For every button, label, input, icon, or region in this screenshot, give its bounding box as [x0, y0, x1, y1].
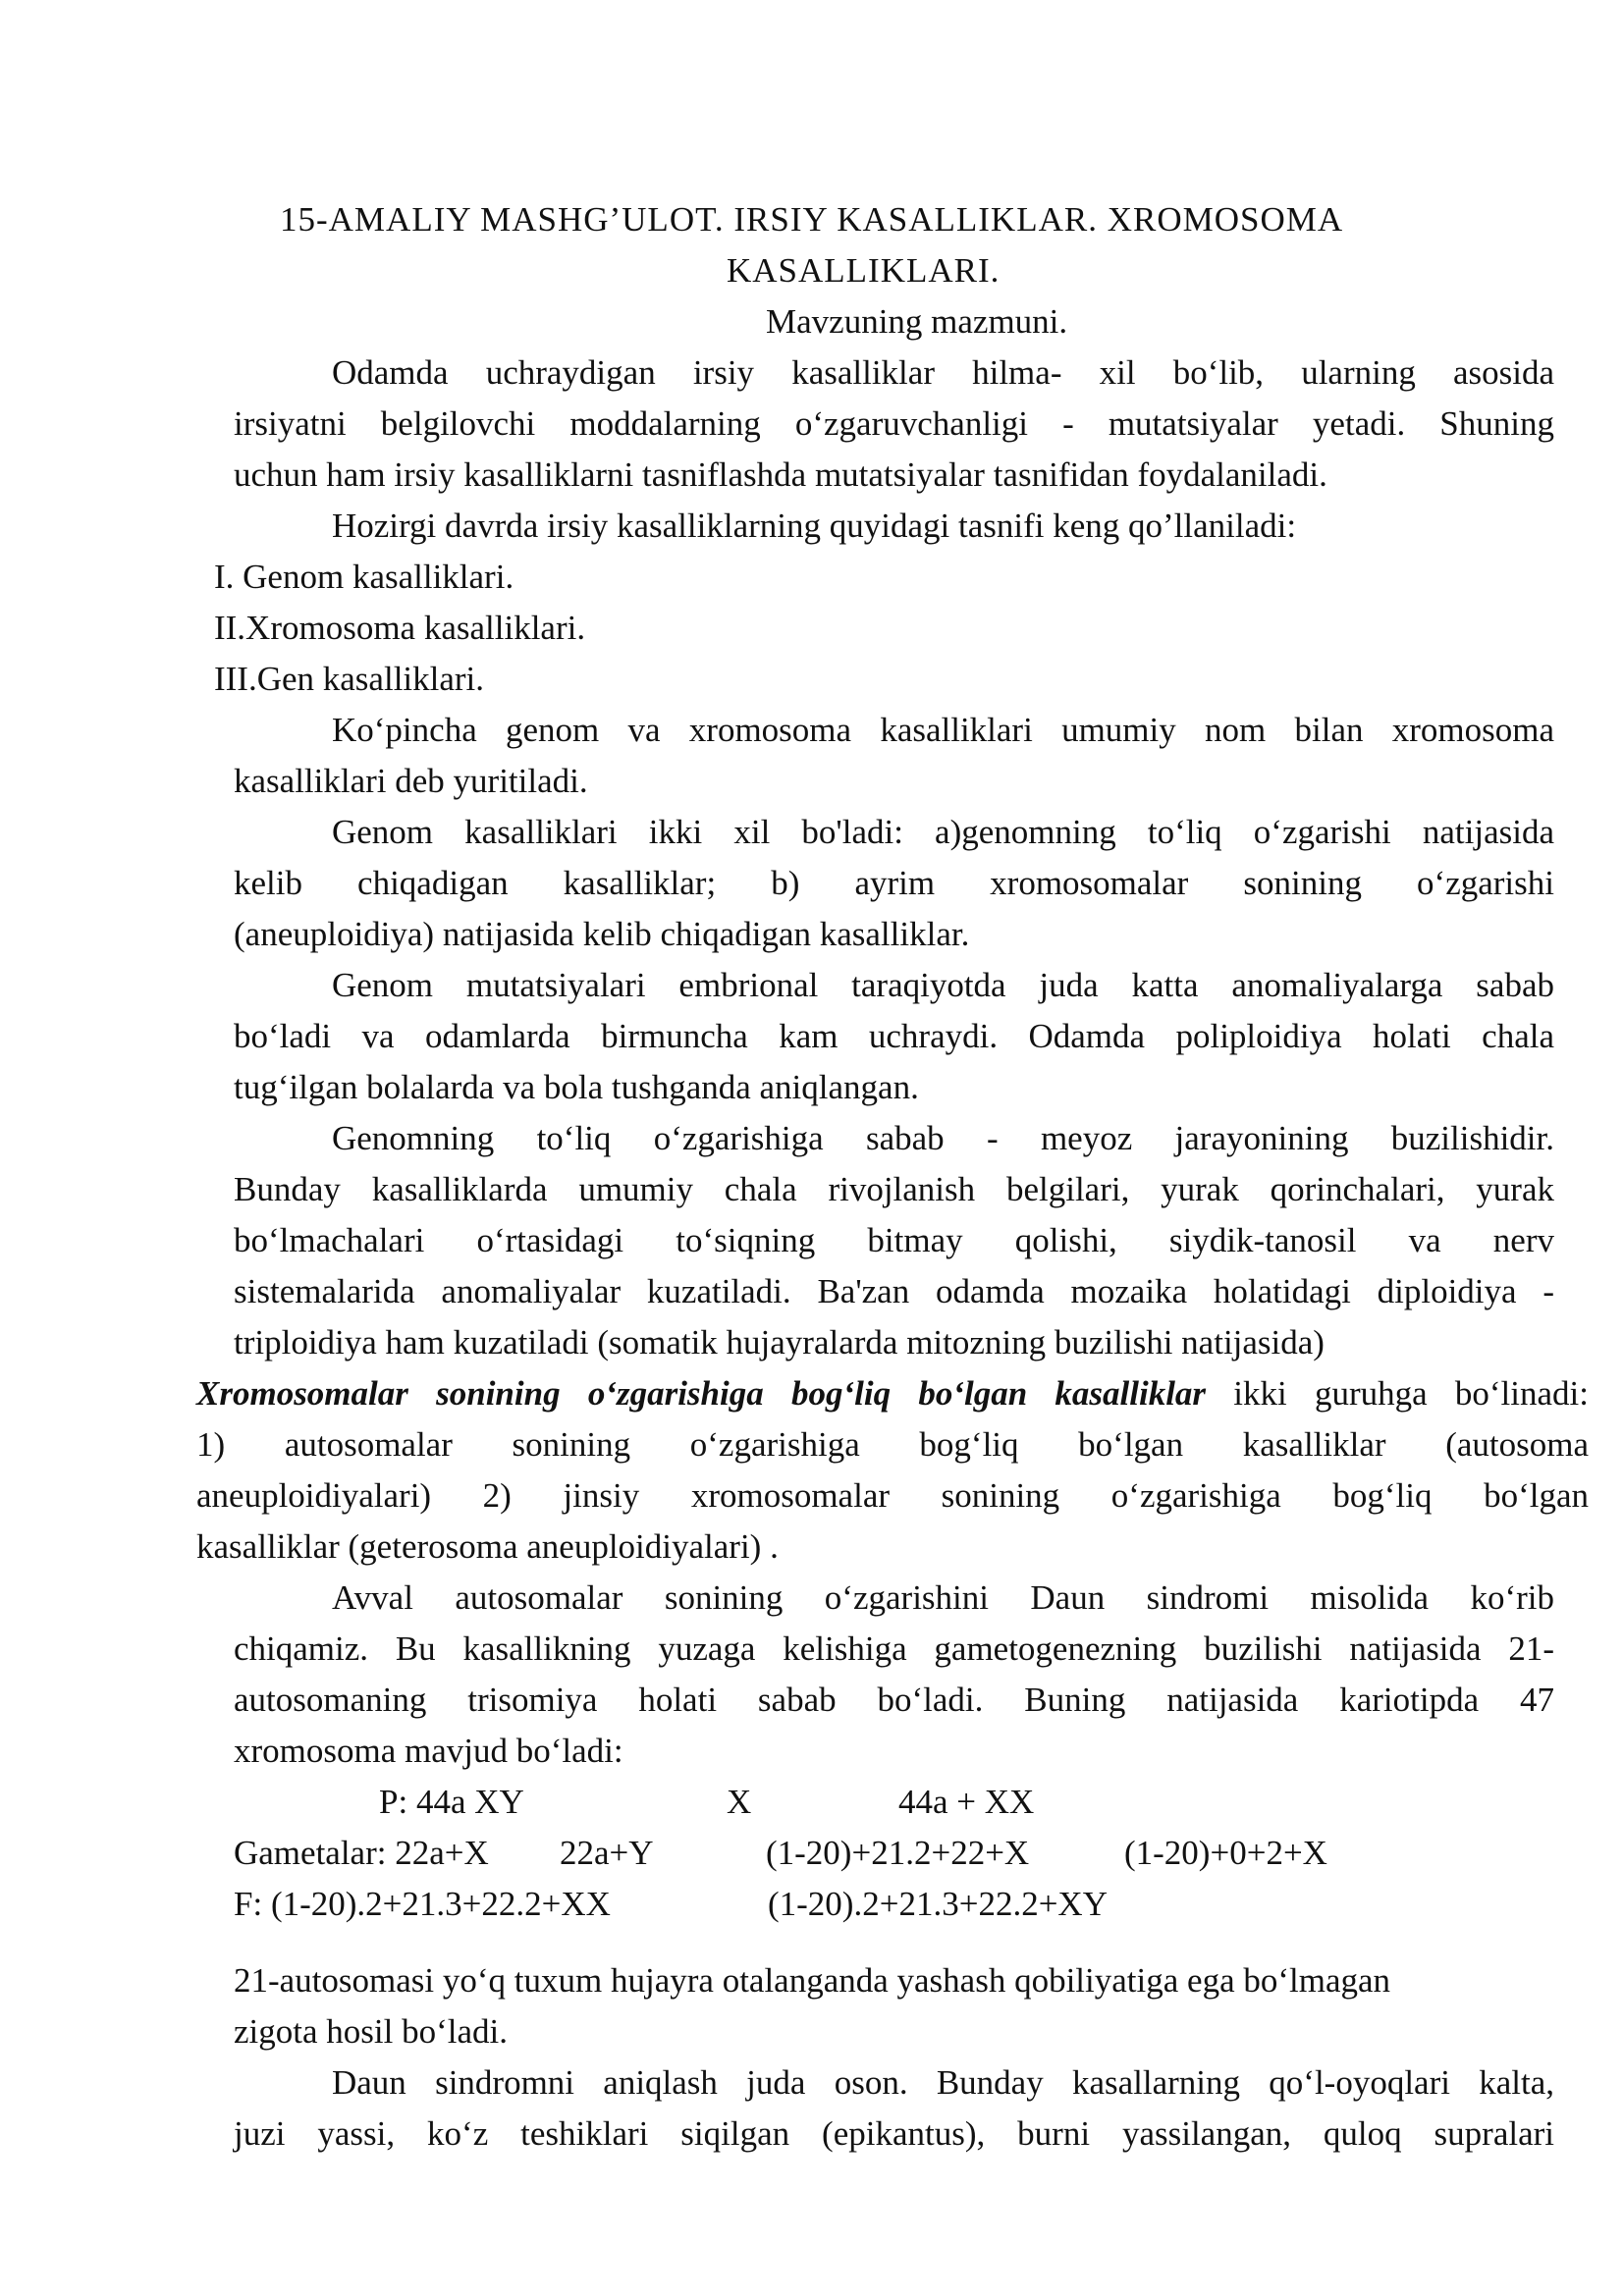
bold-italic-term: Xromosomalar sonining o‘zgarishiga bog‘liq bo‘lgan kasalliklar [196, 1374, 1207, 1413]
paragraph-6-line-5: triploidiya ham kuzatiladi (somatik hujayralarda mitozning buzilishi natijasida) [234, 1323, 1325, 1362]
cross-x-sign: X [727, 1783, 752, 1821]
gametes-label: Gametalar: 22a+X [234, 1834, 489, 1872]
subtitle: Mavzuning mazmuni. [766, 302, 1068, 341]
paragraph-6-line-1: Genomning to‘liq o‘zgarishiga sabab - meyoz jarayonining buzilishidir. [332, 1119, 1554, 1157]
paragraph-7-line-2: 1) autosomalar sonining o‘zgarishiga bog‘liq bo‘lgan kasalliklar (autosoma [196, 1425, 1589, 1464]
list-item-2: II.Xromosoma kasalliklari. [214, 609, 586, 647]
paragraph-6-line-4: sistemalarida anomaliyalar kuzatiladi. Ba'zan odamda mozaika holatidagi diploidiya - [234, 1272, 1554, 1310]
cross-parent-male: P: 44a XY [379, 1783, 524, 1821]
paragraph-4-line-3: (aneuploidiya) natijasida kelib chiqadigan kasalliklar. [234, 915, 970, 953]
paragraph-1-line-1: Odamda uchraydigan irsiy kasalliklar hilma- xil bo‘lib, ularning asosida [332, 353, 1554, 392]
offspring-2: (1-20).2+21.3+22.2+XY [768, 1885, 1108, 1923]
paragraph-7-rest: ikki guruhga bo‘linadi: [1206, 1374, 1589, 1413]
paragraph-3-line-1: Ko‘pincha genom va xromosoma kasalliklari umumiy nom bilan xromosoma [332, 711, 1554, 749]
paragraph-4-line-1: Genom kasalliklari ikki xil bo'ladi: a)genomning to‘liq o‘zgarishi natijasida [332, 813, 1554, 851]
paragraph-1-line-3: uchun ham irsiy kasalliklarni tasniflashda mutatsiyalar tasnifidan foydalaniladi. [234, 455, 1327, 494]
paragraph-8-line-1: Avval autosomalar sonining o‘zgarishini Daun sindromi misolida ko‘rib [332, 1578, 1554, 1617]
paragraph-9-line-2: zigota hosil bo‘ladi. [234, 2012, 508, 2051]
paragraph-5-line-2: bo‘ladi va odamlarda birmuncha kam uchraydi. Odamda poliploidiya holati chala [234, 1017, 1554, 1055]
title-line-1: 15-AMALIY MASHG’ULOT. IRSIY KASALLIKLAR. XROMOSOMA [280, 200, 1344, 239]
paragraph-3-line-2: kasalliklari deb yuritiladi. [234, 762, 588, 800]
paragraph-7-line-4: kasalliklar (geterosoma aneuploidiyalari) . [196, 1527, 779, 1566]
paragraph-2: Hozirgi davrda irsiy kasalliklarning quyidagi tasnifi keng qo’llaniladi: [332, 507, 1297, 545]
offspring-1: F: (1-20).2+21.3+22.2+XX [234, 1885, 611, 1923]
list-item-1: I. Genom kasalliklari. [214, 558, 514, 596]
paragraph-8-line-4: xromosoma mavjud bo‘ladi: [234, 1732, 623, 1770]
paragraph-6-line-2: Bunday kasalliklarda umumiy chala rivojlanish belgilari, yurak qorinchalari, yurak [234, 1170, 1554, 1208]
paragraph-5-line-3: tug‘ilgan bolalarda va bola tushganda aniqlangan. [234, 1068, 919, 1106]
gamete-3: (1-20)+21.2+22+X [766, 1834, 1030, 1872]
gamete-4: (1-20)+0+2+X [1124, 1834, 1327, 1872]
paragraph-8-line-2: chiqamiz. Bu kasallikning yuzaga kelishiga gametogenezning buzilishi natijasida 21- [234, 1629, 1554, 1668]
paragraph-10-line-1: Daun sindromni aniqlash juda oson. Bunday kasallarning qo‘l-oyoqlari kalta, [332, 2063, 1554, 2102]
paragraph-6-line-3: bo‘lmachalari o‘rtasidagi to‘siqning bitmay qolishi, siydik-tanosil va nerv [234, 1221, 1554, 1259]
title-line-2: KASALLIKLARI. [727, 251, 1001, 290]
cross-parent-female: 44a + XX [898, 1783, 1035, 1821]
paragraph-10-line-2: juzi yassi, ko‘z teshiklari siqilgan (epikantus), burni yassilangan, quloq supralari [234, 2114, 1554, 2153]
paragraph-7-line-3: aneuploidiyalari) 2) jinsiy xromosomalar sonining o‘zgarishiga bog‘liq bo‘lgan [196, 1476, 1589, 1515]
paragraph-8-line-3: autosomaning trisomiya holati sabab bo‘ladi. Buning natijasida kariotipda 47 [234, 1681, 1554, 1719]
paragraph-9-line-1: 21-autosomasi yo‘q tuxum hujayra otalanganda yashash qobiliyatiga ega bo‘lmagan [234, 1961, 1391, 2000]
gamete-2: 22a+Y [560, 1834, 654, 1872]
paragraph-1-line-2: irsiyatni belgilovchi moddalarning o‘zgaruvchanligi - mutatsiyalar yetadi. Shuning [234, 404, 1554, 443]
paragraph-7-line-1 [196, 1368, 1589, 1419]
list-item-3: III.Gen kasalliklari. [214, 660, 485, 698]
paragraph-4-line-2: kelib chiqadigan kasalliklar; b) ayrim xromosomalar sonining o‘zgarishi [234, 864, 1554, 902]
paragraph-5-line-1: Genom mutatsiyalari embrional taraqiyotda juda katta anomaliyalarga sabab [332, 966, 1554, 1004]
